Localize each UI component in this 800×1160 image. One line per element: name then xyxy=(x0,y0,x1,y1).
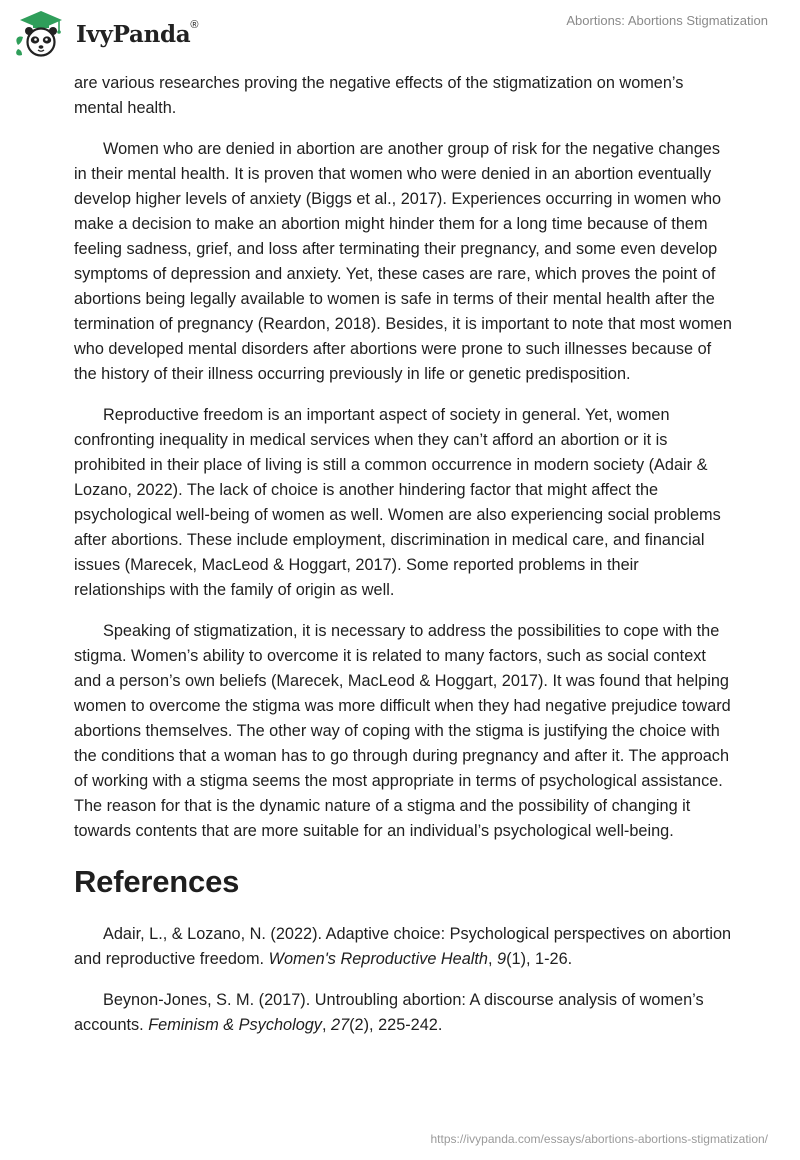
brand-name: IvyPanda® xyxy=(76,18,199,48)
body-paragraph: Reproductive freedom is an important aspect of society in general. Yet, women confronting inequality in medical services when they can’t afford an abortion or it is prohibited in their place of living is still a common occurrence in modern society (Adair & Lozano, 2022). The lack of choice is another hindering factor that might affect the psychological well-being of women as well. Women are also experiencing social problems after abortions. These include employment, discrimination in medical care, and financial issues (Marecek, MacLeod & Hoggart, 2017). Some reported problems in their relationships with the family of origin as well. xyxy=(74,406,721,599)
body-paragraph: are various researches proving the negative effects of the stigmatization on women’s mental health. xyxy=(74,74,684,117)
references-heading: References xyxy=(74,864,240,899)
document-title: Abortions: Abortions Stigmatization xyxy=(566,13,768,28)
journal-volume: 9 xyxy=(497,950,507,968)
reference-entry: Beynon-Jones, S. M. (2017). Untroubling abortion: A discourse analysis of women’s accounts. Feminism & Psychology, 27(2), 225-242. xyxy=(74,991,704,1034)
journal-volume: 27 xyxy=(331,1016,350,1034)
essay-content xyxy=(74,71,734,1054)
journal-title: Women's Reproductive Health xyxy=(268,950,488,968)
page-header xyxy=(0,0,800,70)
body-paragraph: Speaking of stigmatization, it is necessary to address the possibilities to cope with the stigma. Women’s ability to overcome it is related to many factors, such as social context and a person’s own beliefs (Marecek, MacLeod & Hoggart, 2017). It was found that helping women to overcome the stigma was more difficult when they had negative prejudice toward abortions themselves. The other way of coping with the stigma is justifying the choice with the conditions that a woman has to go through during pregnancy and after it. The approach of working with a stigma seems the most appropriate in terms of psychological assistance. The reason for that is the dynamic nature of a stigma and the possibility of changing it towards contents that are more suitable for an individual’s psychological well-being. xyxy=(74,622,731,840)
panda-graduate-icon xyxy=(14,9,68,59)
source-url[interactable]: https://ivypanda.com/essays/abortions-abortions-stigmatization/ xyxy=(430,1132,768,1146)
ivypanda-logo[interactable] xyxy=(14,8,214,60)
reference-entry: Adair, L., & Lozano, N. (2022). Adaptive choice: Psychological perspectives on abortion and reproductive freedom. Women's Reproductive Health, 9(1), 1-26. xyxy=(74,925,732,968)
journal-title: Feminism & Psychology xyxy=(148,1016,322,1034)
body-paragraph: Women who are denied in abortion are another group of risk for the negative changes in their mental health. It is proven that women who were denied in an abortion eventually develop higher levels of anxiety (Biggs et al., 2017). Experiences occurring in women who make a decision to make an abortion might hinder them for a long time because of them feeling sadness, grief, and loss after terminating their pregnancy, and some even develop symptoms of depression and anxiety. Yet, these cases are rare, which proves the point of abortions being legally available to women is safe in terms of their mental health after the termination of pregnancy (Reardon, 2018). Besides, it is important to note that most women who developed mental disorders after abortions were prone to such illnesses because of the history of their illness occurring previously in life or genetic predisposition. xyxy=(74,140,732,383)
